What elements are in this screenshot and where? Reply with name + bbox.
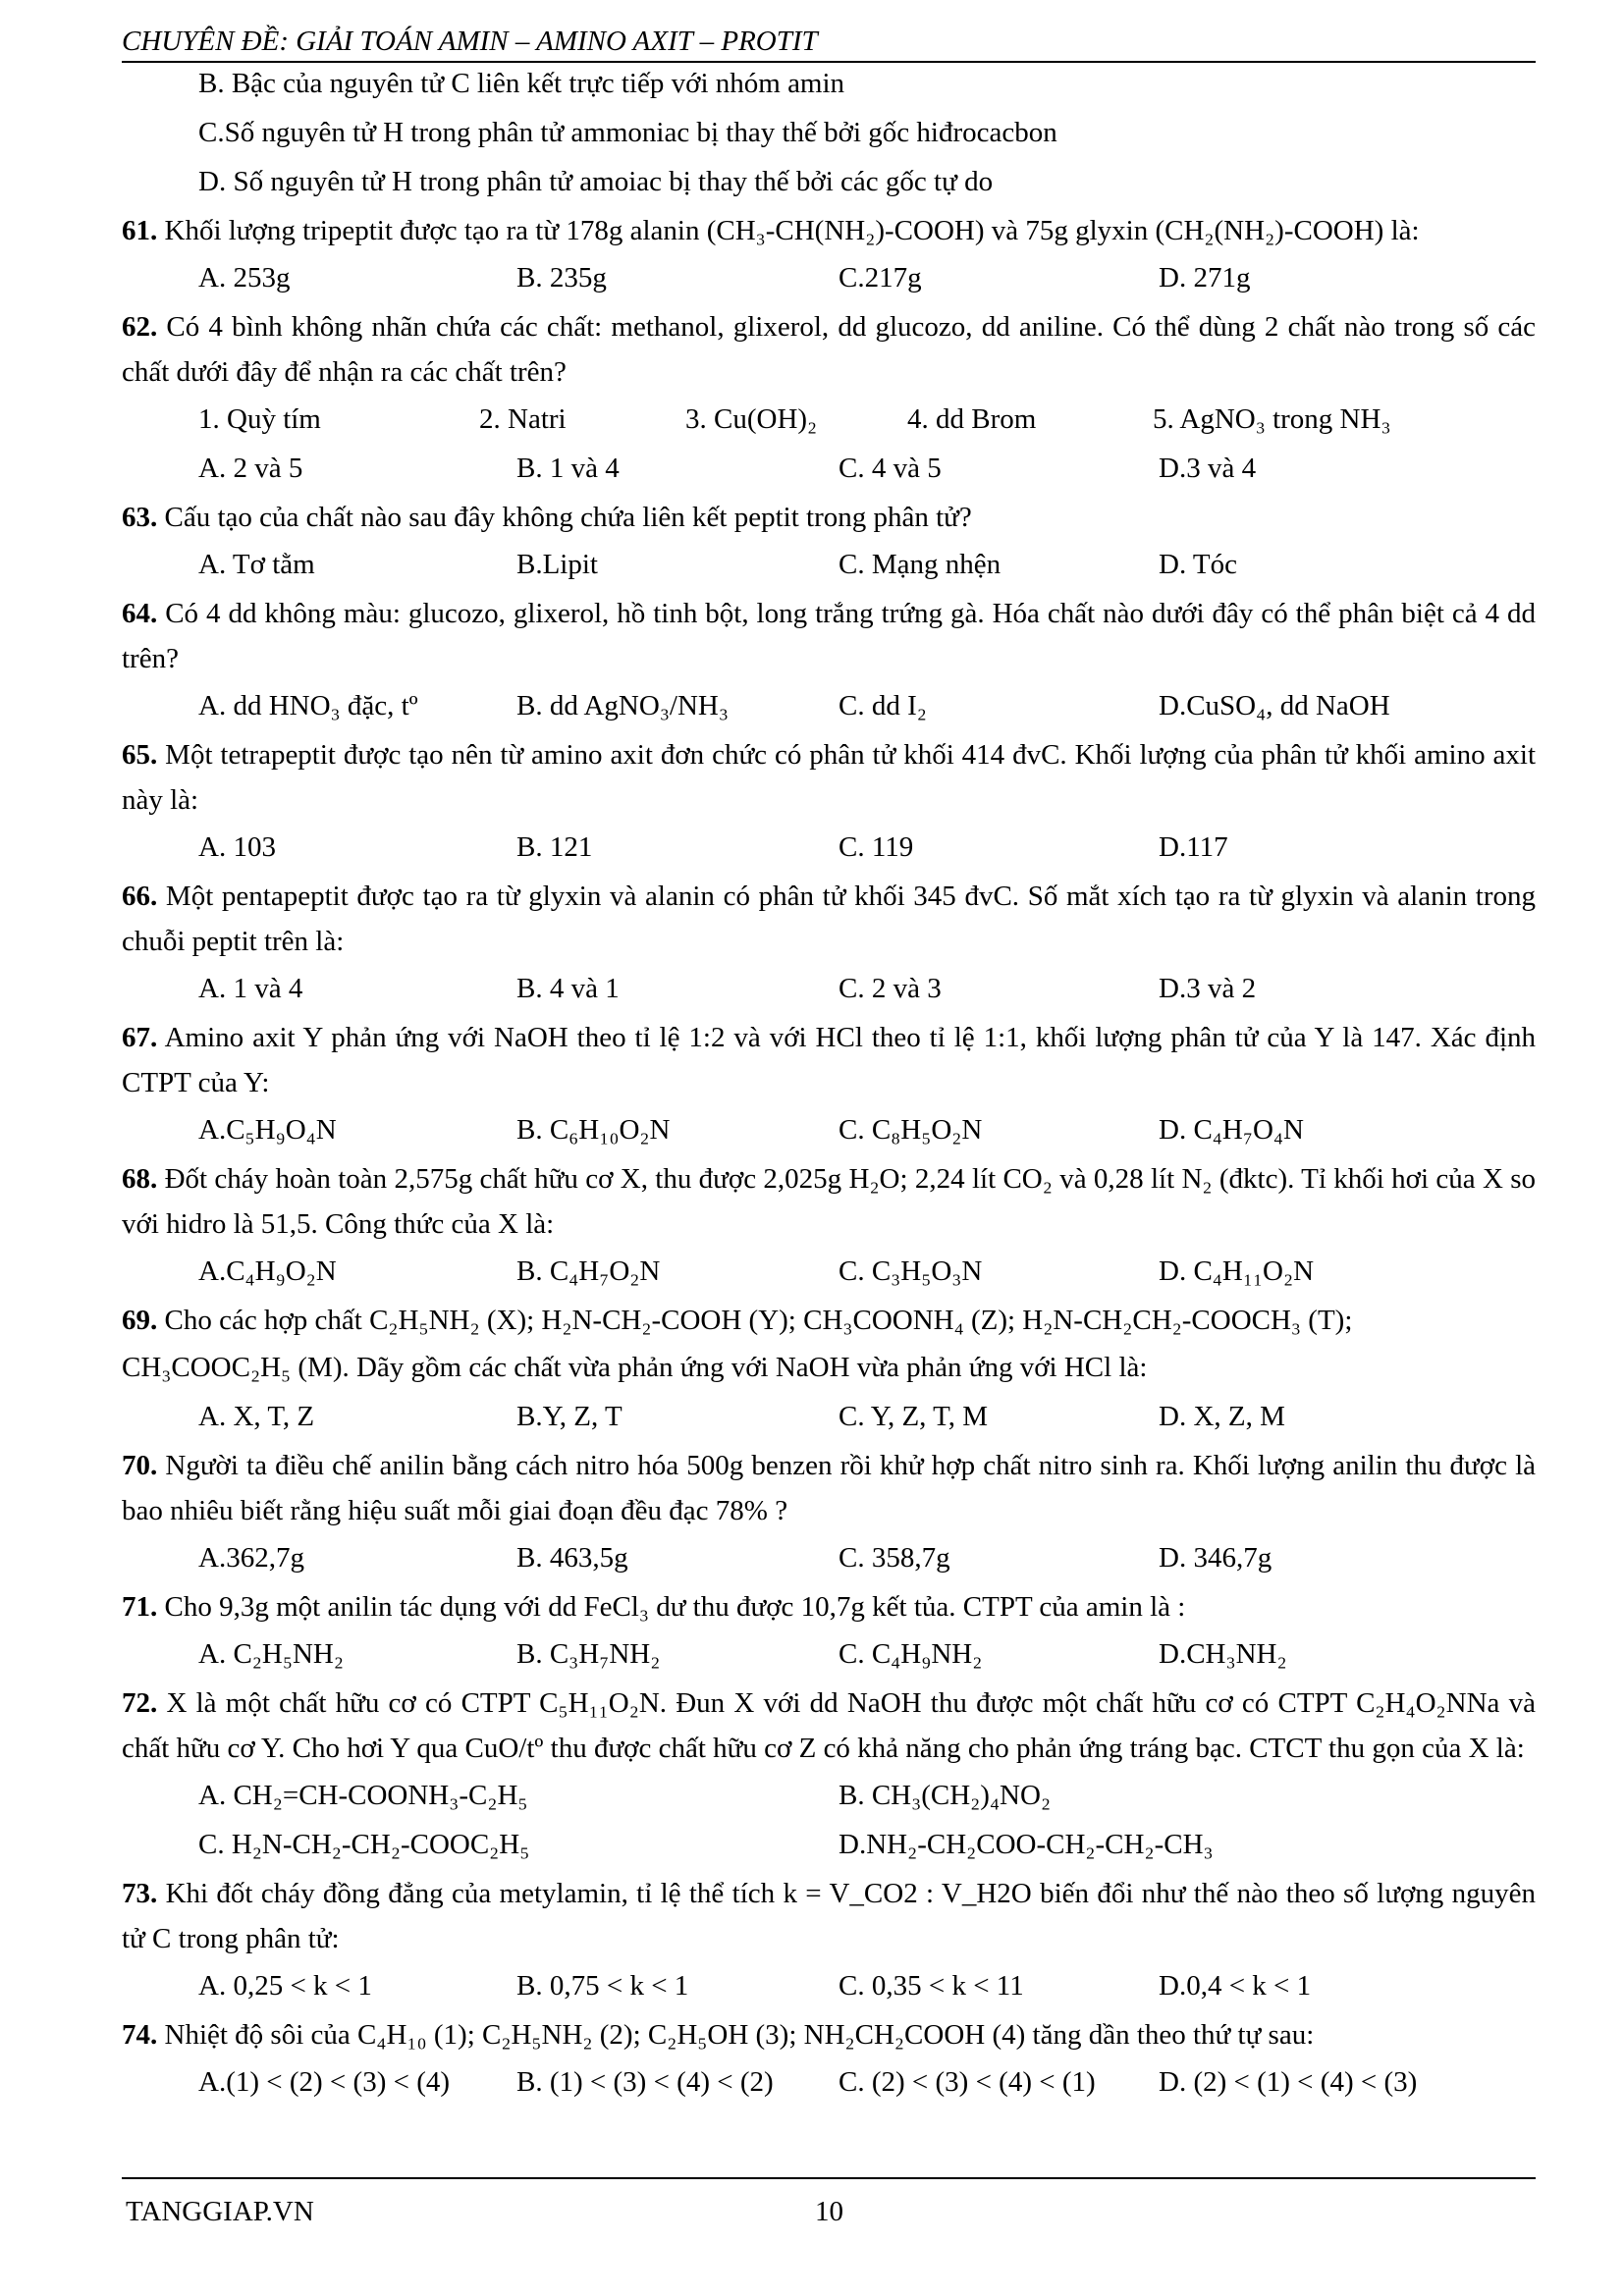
item-list-62 (122, 395, 1536, 444)
option-c: C. Y, Z, T, M (839, 1401, 989, 1432)
answer-options-74 (122, 2057, 1536, 2107)
option-a: A. Tơ tằm (198, 549, 315, 580)
option-line: B. Bậc của nguyên tử C liên kết trực tiếp với nhóm amin (198, 68, 845, 99)
option-c: C. 358,7g (839, 1542, 950, 1574)
option-b: B.Y, Z, T (516, 1401, 623, 1432)
question-62: 62. Có 4 bình không nhãn chứa các chất: methanol, glixerol, dd glucozo, dd aniline. Có thể dùng 2 chất nào trong số các chất dưới đây để nhận ra các chất trên? (122, 311, 1537, 388)
option-b: B. C₆H₁₀O₂N (516, 1114, 671, 1146)
option-d: D. X, Z, M (1159, 1401, 1285, 1432)
answer-options-70 (122, 1533, 1536, 1582)
option-b: B.Lipit (516, 549, 598, 580)
option-b: B. 463,5g (516, 1542, 628, 1574)
question-68: 68. Đốt cháy hoàn toàn 2,575g chất hữu cơ X, thu được 2,025g H₂O; 2,24 lít CO₂ và 0,28 lít N₂ (đktc). Tỉ khối hơi của X so với hidro là 51,5. Công thức của X là: (122, 1163, 1537, 1240)
question-64: 64. Có 4 dd không màu: glucozo, glixerol, hồ tinh bột, long trắng trứng gà. Hóa chất nào dưới đây có thể phân biệt cả 4 dd trên? (122, 598, 1536, 674)
item-3: 3. Cu(OH)₂ (685, 403, 818, 435)
answer-options-62 (122, 444, 1536, 493)
option-d: D.3 và 2 (1159, 973, 1257, 1004)
option-b: B. 0,75 < k < 1 (516, 1970, 689, 2002)
option-c: C. 2 và 3 (839, 973, 942, 1004)
option-d: D. 271g (1159, 262, 1251, 294)
option-a: A. X, T, Z (198, 1401, 315, 1432)
answer-options-61 (122, 253, 1536, 302)
item-1: 1. Quỳ tím (198, 403, 321, 435)
option-d: D. Tóc (1159, 549, 1238, 580)
option-line: D. Số nguyên tử H trong phân tử amoiac bị thay thế bởi các gốc tự do (198, 166, 994, 197)
option-b: B. C₄H₇O₂N (516, 1255, 661, 1287)
option-a: A. CH₂=CH-COONH₃-C₂H₅ (198, 1780, 528, 1811)
option-b: B. 4 và 1 (516, 973, 620, 1004)
option-a: A.C₅H₉O₄N (198, 1114, 337, 1146)
option-a: A.C₄H₉O₂N (198, 1255, 337, 1287)
option-b: B. CH₃(CH₂)₄NO₂ (839, 1780, 1052, 1811)
option-d: D.117 (1159, 831, 1228, 863)
page-header (122, 22, 1536, 63)
question-72: 72. X là một chất hữu cơ có CTPT C₅H₁₁O₂N. Đun X với dd NaOH thu được một chất hữu cơ có CTPT C₂H₄O₂NNa và chất hữu cơ Y. Cho hơi Y qua CuO/tº thu được chất hữu cơ Z có khả năng cho phản ứng tráng bạc. CTCT thu gọn của X là: (122, 1687, 1536, 1764)
question-61: 61. Khối lượng tripeptit được tạo ra từ 178g alanin (CH₃-CH(NH₂)-COOH) và 75g glyxin (CH₂(NH₂)-COOH) là: (122, 215, 1420, 246)
option-d: D. 346,7g (1159, 1542, 1272, 1574)
item-5: 5. AgNO₃ trong NH₃ (1153, 403, 1391, 435)
option-a: A.(1) < (2) < (3) < (4) (198, 2066, 451, 2098)
option-a: A.362,7g (198, 1542, 304, 1574)
option-c: C. (2) < (3) < (4) < (1) (839, 2066, 1096, 2098)
option-d: D.NH₂-CH₂COO-CH₂-CH₂-CH₃ (839, 1829, 1214, 1860)
option-d: D.0,4 < k < 1 (1159, 1970, 1312, 2002)
option-d: D. (2) < (1) < (4) < (3) (1159, 2066, 1418, 2098)
question-69: 69. Cho các hợp chất C₂H₅NH₂ (X); H₂N-CH₂-COOH (Y); CH₃COONH₄ (Z); H₂N-CH₂CH₂-COOCH₃ (T); (122, 1305, 1353, 1336)
option-d: D. C₄H₁₁O₂N (1159, 1255, 1315, 1287)
option-c: C. 0,35 < k < 11 (839, 1970, 1024, 2002)
option-d: D.3 và 4 (1159, 453, 1257, 484)
option-c: C. 4 và 5 (839, 453, 942, 484)
option-c: C. C₃H₅O₃N (839, 1255, 983, 1287)
option-a: A. 103 (198, 831, 276, 863)
question-63: 63. Cấu tạo của chất nào sau đây không chứa liên kết peptit trong phân tử? (122, 502, 972, 533)
option-a: A. 0,25 < k < 1 (198, 1970, 372, 2002)
option-a: A. dd HNO₃ đặc, tº (198, 690, 418, 721)
answer-options-72-row2 (122, 1820, 1536, 1869)
question-73: 73. Khi đốt cháy đồng đẳng của metylamin, tỉ lệ thể tích k = V_CO2 : V_H2O biến đổi như thế nào theo số lượng nguyên tử C trong phân tử: (122, 1878, 1536, 1954)
page-number: 10 (815, 2196, 843, 2227)
answer-options-65 (122, 823, 1536, 872)
footer-site: TANGGIAP.VN (126, 2196, 314, 2227)
answer-options-64 (122, 681, 1536, 730)
option-a: A. 253g (198, 262, 291, 294)
item-4: 4. dd Brom (907, 403, 1037, 435)
page-footer (122, 2177, 1536, 2228)
question-74: 74. Nhiệt độ sôi của C₄H₁₀ (1); C₂H₅NH₂ (2); C₂H₅OH (3); NH₂CH₂COOH (4) tăng dần theo thứ tự sau: (122, 2019, 1315, 2051)
question-71: 71. Cho 9,3g một anilin tác dụng với dd FeCl₃ dư thu được 10,7g kết tủa. CTPT của amin là : (122, 1591, 1186, 1623)
item-2: 2. Natri (479, 403, 567, 435)
answer-options-72-row1 (122, 1771, 1536, 1820)
option-b: B. dd AgNO₃/NH₃ (516, 690, 729, 721)
question-67: 67. Amino axit Y phản ứng với NaOH theo tỉ lệ 1:2 và với HCl theo tỉ lệ 1:1, khối lượng phân tử của Y là 147. Xác định CTPT của Y: (122, 1022, 1537, 1098)
option-c: C. H₂N-CH₂-CH₂-COOC₂H₅ (198, 1829, 530, 1860)
question-65: 65. Một tetrapeptit được tạo nên từ amino axit đơn chức có phân tử khối 414 đvC. Khối lượng của phân tử khối amino axit này là: (122, 739, 1537, 816)
option-c: C. dd I₂ (839, 690, 927, 721)
option-a: A. C₂H₅NH₂ (198, 1638, 344, 1670)
option-line: C.Số nguyên tử H trong phân tử ammoniac bị thay thế bởi gốc hiđrocacbon (198, 117, 1057, 148)
option-c: C. C₄H₉NH₂ (839, 1638, 983, 1670)
question-69-continued: CH₃COOC₂H₅ (M). Dãy gồm các chất vừa phản ứng với NaOH vừa phản ứng với HCl là: (122, 1352, 1148, 1383)
option-c: C. C₈H₅O₂N (839, 1114, 983, 1146)
option-c: C.217g (839, 262, 922, 294)
option-c: C. Mạng nhện (839, 549, 1001, 580)
option-d: D. C₄H₇O₄N (1159, 1114, 1304, 1146)
page-content (122, 59, 1536, 2107)
question-66: 66. Một pentapeptit được tạo ra từ glyxin và alanin có phân tử khối 345 đvC. Số mắt xích tạo ra từ glyxin và alanin trong chuỗi peptit trên là: (122, 881, 1537, 957)
option-b: B. 235g (516, 262, 607, 294)
option-b: B. C₃H₇NH₂ (516, 1638, 661, 1670)
option-b: B. 121 (516, 831, 593, 863)
option-b: B. 1 và 4 (516, 453, 620, 484)
option-b: B. (1) < (3) < (4) < (2) (516, 2066, 774, 2098)
option-a: A. 2 và 5 (198, 453, 303, 484)
question-70: 70. Người ta điều chế anilin bằng cách nitro hóa 500g benzen rồi khử hợp chất nitro sinh ra. Khối lượng anilin thu được là bao nhiêu biết rằng hiệu suất mỗi giai đoạn đều đạc 78% ? (122, 1450, 1537, 1526)
answer-options-68 (122, 1247, 1536, 1296)
answer-options-63 (122, 540, 1536, 589)
answer-options-67 (122, 1105, 1536, 1154)
option-a: A. 1 và 4 (198, 973, 303, 1004)
answer-options-71 (122, 1629, 1536, 1679)
option-d: D.CuSO₄, dd NaOH (1159, 690, 1390, 721)
answer-options-69 (122, 1392, 1536, 1441)
answer-options-66 (122, 964, 1536, 1013)
header-title: CHUYÊN ĐỀ: GIẢI TOÁN AMIN – AMINO AXIT – PROTIT (122, 26, 818, 57)
answer-options-73 (122, 1961, 1536, 2010)
option-d: D.CH₃NH₂ (1159, 1638, 1287, 1670)
option-c: C. 119 (839, 831, 914, 863)
